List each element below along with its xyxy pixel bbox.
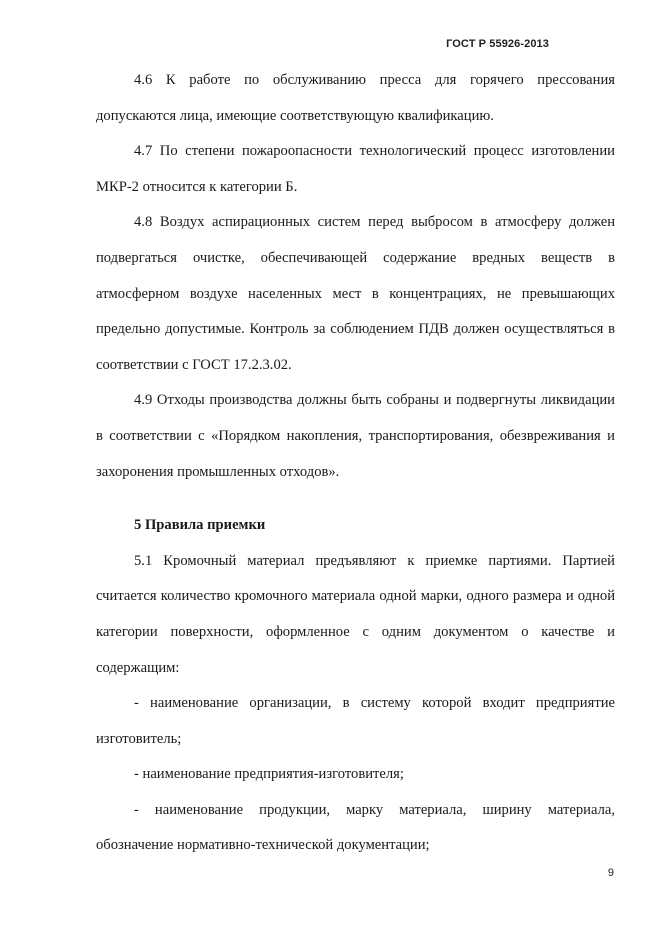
standard-header: ГОСТ Р 55926-2013 [446, 38, 549, 50]
list-item-manufacturer: - наименование предприятия-изготовителя; [134, 766, 404, 783]
page-number: 9 [607, 867, 614, 879]
paragraph-5-1: 5.1 Кромочный материал предъявляют к приемке партиями. Партией считается количество кромочного материала одной марки, одного размера и одной категории поверхности, оформленное с одним документом о качестве и содержащим: [96, 552, 615, 676]
paragraph-4-8: 4.8 Воздух аспирационных систем перед выбросом в атмосферу должен подвергаться очистке, обеспечивающей содержание вредных веществ в атмосферном воздухе населенных мест в концентрациях, не превышающих предельно допустимые. Контроль за соблюдением ПДВ должен осуществляться в соответствии с ГОСТ 17.2.3.02. [96, 214, 615, 373]
paragraph-4-6: 4.6 К работе по обслуживанию пресса для горячего прессования допускаются лица, имеющие соответствующую квалификацию. [96, 72, 615, 124]
list-item-organization: - наименование организации, в систему которой входит предприятие изготовитель; [96, 695, 615, 747]
section-title: 5 Правила приемки [134, 517, 266, 534]
paragraph-4-7: 4.7 По степени пожароопасности технологический процесс изготовлении МКР-2 относится к категории Б. [96, 143, 615, 195]
paragraph-4-9: 4.9 Отходы производства должны быть собраны и подвергнуты ликвидации в соответствии с «Порядком накопления, транспортирования, обезвреживания и захоронения промышленных отходов». [96, 392, 615, 480]
page-content [96, 63, 615, 864]
list-item-product: - наименование продукции, марку материала, ширину материала, обозначение нормативно-технической документации; [96, 801, 615, 854]
